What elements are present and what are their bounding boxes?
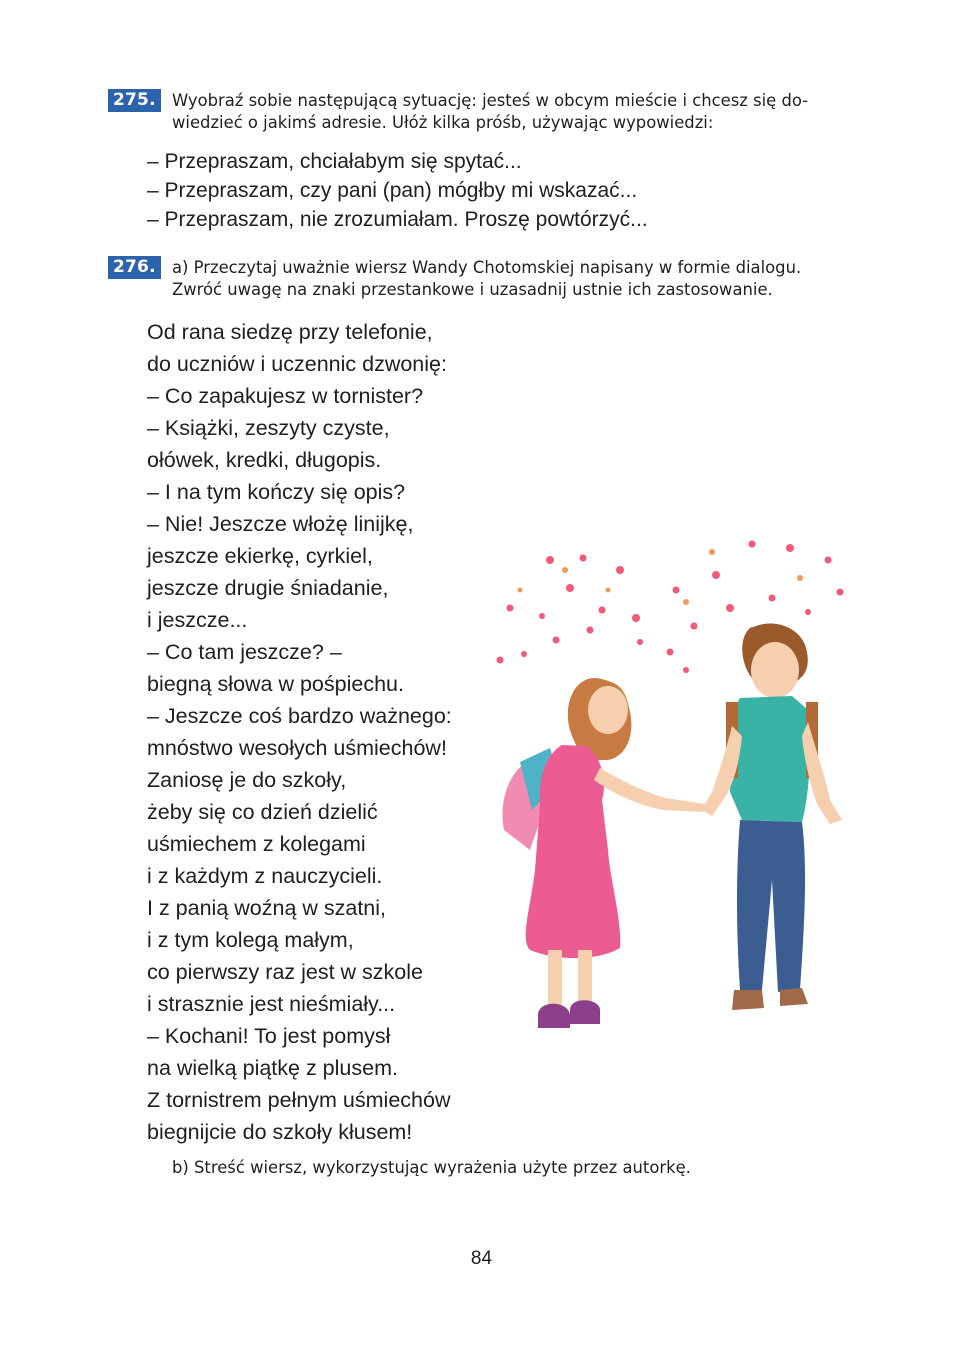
poem-line: uśmiechem z kolegami <box>147 832 366 856</box>
phrase-line: – Przepraszam, czy pani (pan) mógłby mi wskazać... <box>147 179 638 202</box>
poem-line: jeszcze drugie śniadanie, <box>147 576 389 600</box>
poem-line: biegną słowa w pośpiechu. <box>147 672 404 696</box>
poem-line: – Kochani! To jest pomysł <box>147 1024 391 1048</box>
poem-line: i z tym kolegą małym, <box>147 928 354 952</box>
poem-line: I z panią woźną w szatni, <box>147 896 387 920</box>
phrase-line: – Przepraszam, chciałabym się spytać... <box>147 150 522 173</box>
phrase-line: – Przepraszam, nie zrozumiałam. Proszę powtórzyć... <box>147 208 648 231</box>
poem-line: Zaniosę je do szkoły, <box>147 768 347 792</box>
poem-line: i jeszcze... <box>147 608 248 632</box>
poem-line: co pierwszy raz jest w szkole <box>147 960 423 984</box>
exercise-276-number: 276. <box>108 256 161 279</box>
instruction-line: Zwróć uwagę na znaki przestankowe i uzasadnij ustnie ich zastosowanie. <box>172 280 773 299</box>
poem-line: i strasznie jest nieśmiały... <box>147 992 396 1016</box>
poem-line: i z każdym z nauczycieli. <box>147 864 383 888</box>
poem-line: – Co tam jeszcze? – <box>147 640 342 664</box>
boy-figure <box>702 624 842 1010</box>
poem-line: Od rana siedzę przy telefonie, <box>147 320 433 344</box>
children-holding-hands-illustration <box>490 530 870 1040</box>
exercise-275-number: 275. <box>108 89 161 112</box>
poem-line: – Nie! Jeszcze włożę linijkę, <box>147 512 414 536</box>
girl-figure <box>502 678 705 1028</box>
poem-line: Z tornistrem pełnym uśmiechów <box>147 1088 451 1112</box>
poem <box>147 316 452 1148</box>
exercise-275-instruction <box>172 90 808 134</box>
instruction-line: wiedzieć o jakimś adresie. Ułóż kilka próśb, używając wypowiedzi: <box>172 113 714 132</box>
page-number: 84 <box>470 1248 493 1269</box>
instruction-line: a) Przeczytaj uważnie wiersz Wandy Chotomskiej napisany w formie dialogu. <box>172 258 802 277</box>
poem-line: – Jeszcze coś bardzo ważnego: <box>147 704 452 728</box>
poem-line: biegnijcie do szkoły kłusem! <box>147 1120 413 1144</box>
poem-line: do uczniów i uczennic dzwonię: <box>147 352 447 376</box>
poem-line: mnóstwo wesołych uśmiechów! <box>147 736 447 760</box>
poem-line: – I na tym kończy się opis? <box>147 480 406 504</box>
exercise-275-phrases <box>147 147 648 234</box>
poem-line: żeby się co dzień dzielić <box>147 800 378 824</box>
exercise-276-instruction-a <box>172 257 801 301</box>
exercise-276-instruction-b: b) Streść wiersz, wykorzystując wyrażenia użyte przez autorkę. <box>172 1158 691 1177</box>
poem-line: jeszcze ekierkę, cyrkiel, <box>147 544 373 568</box>
instruction-line: Wyobraź sobie następującą sytuację: jesteś w obcym mieście i chcesz się do- <box>172 91 809 110</box>
poem-line: – Co zapakujesz w tornister? <box>147 384 424 408</box>
poem-line: na wielką piątkę z plusem. <box>147 1056 398 1080</box>
poem-line: – Książki, zeszyty czyste, <box>147 416 390 440</box>
poem-line: ołówek, kredki, długopis. <box>147 448 382 472</box>
